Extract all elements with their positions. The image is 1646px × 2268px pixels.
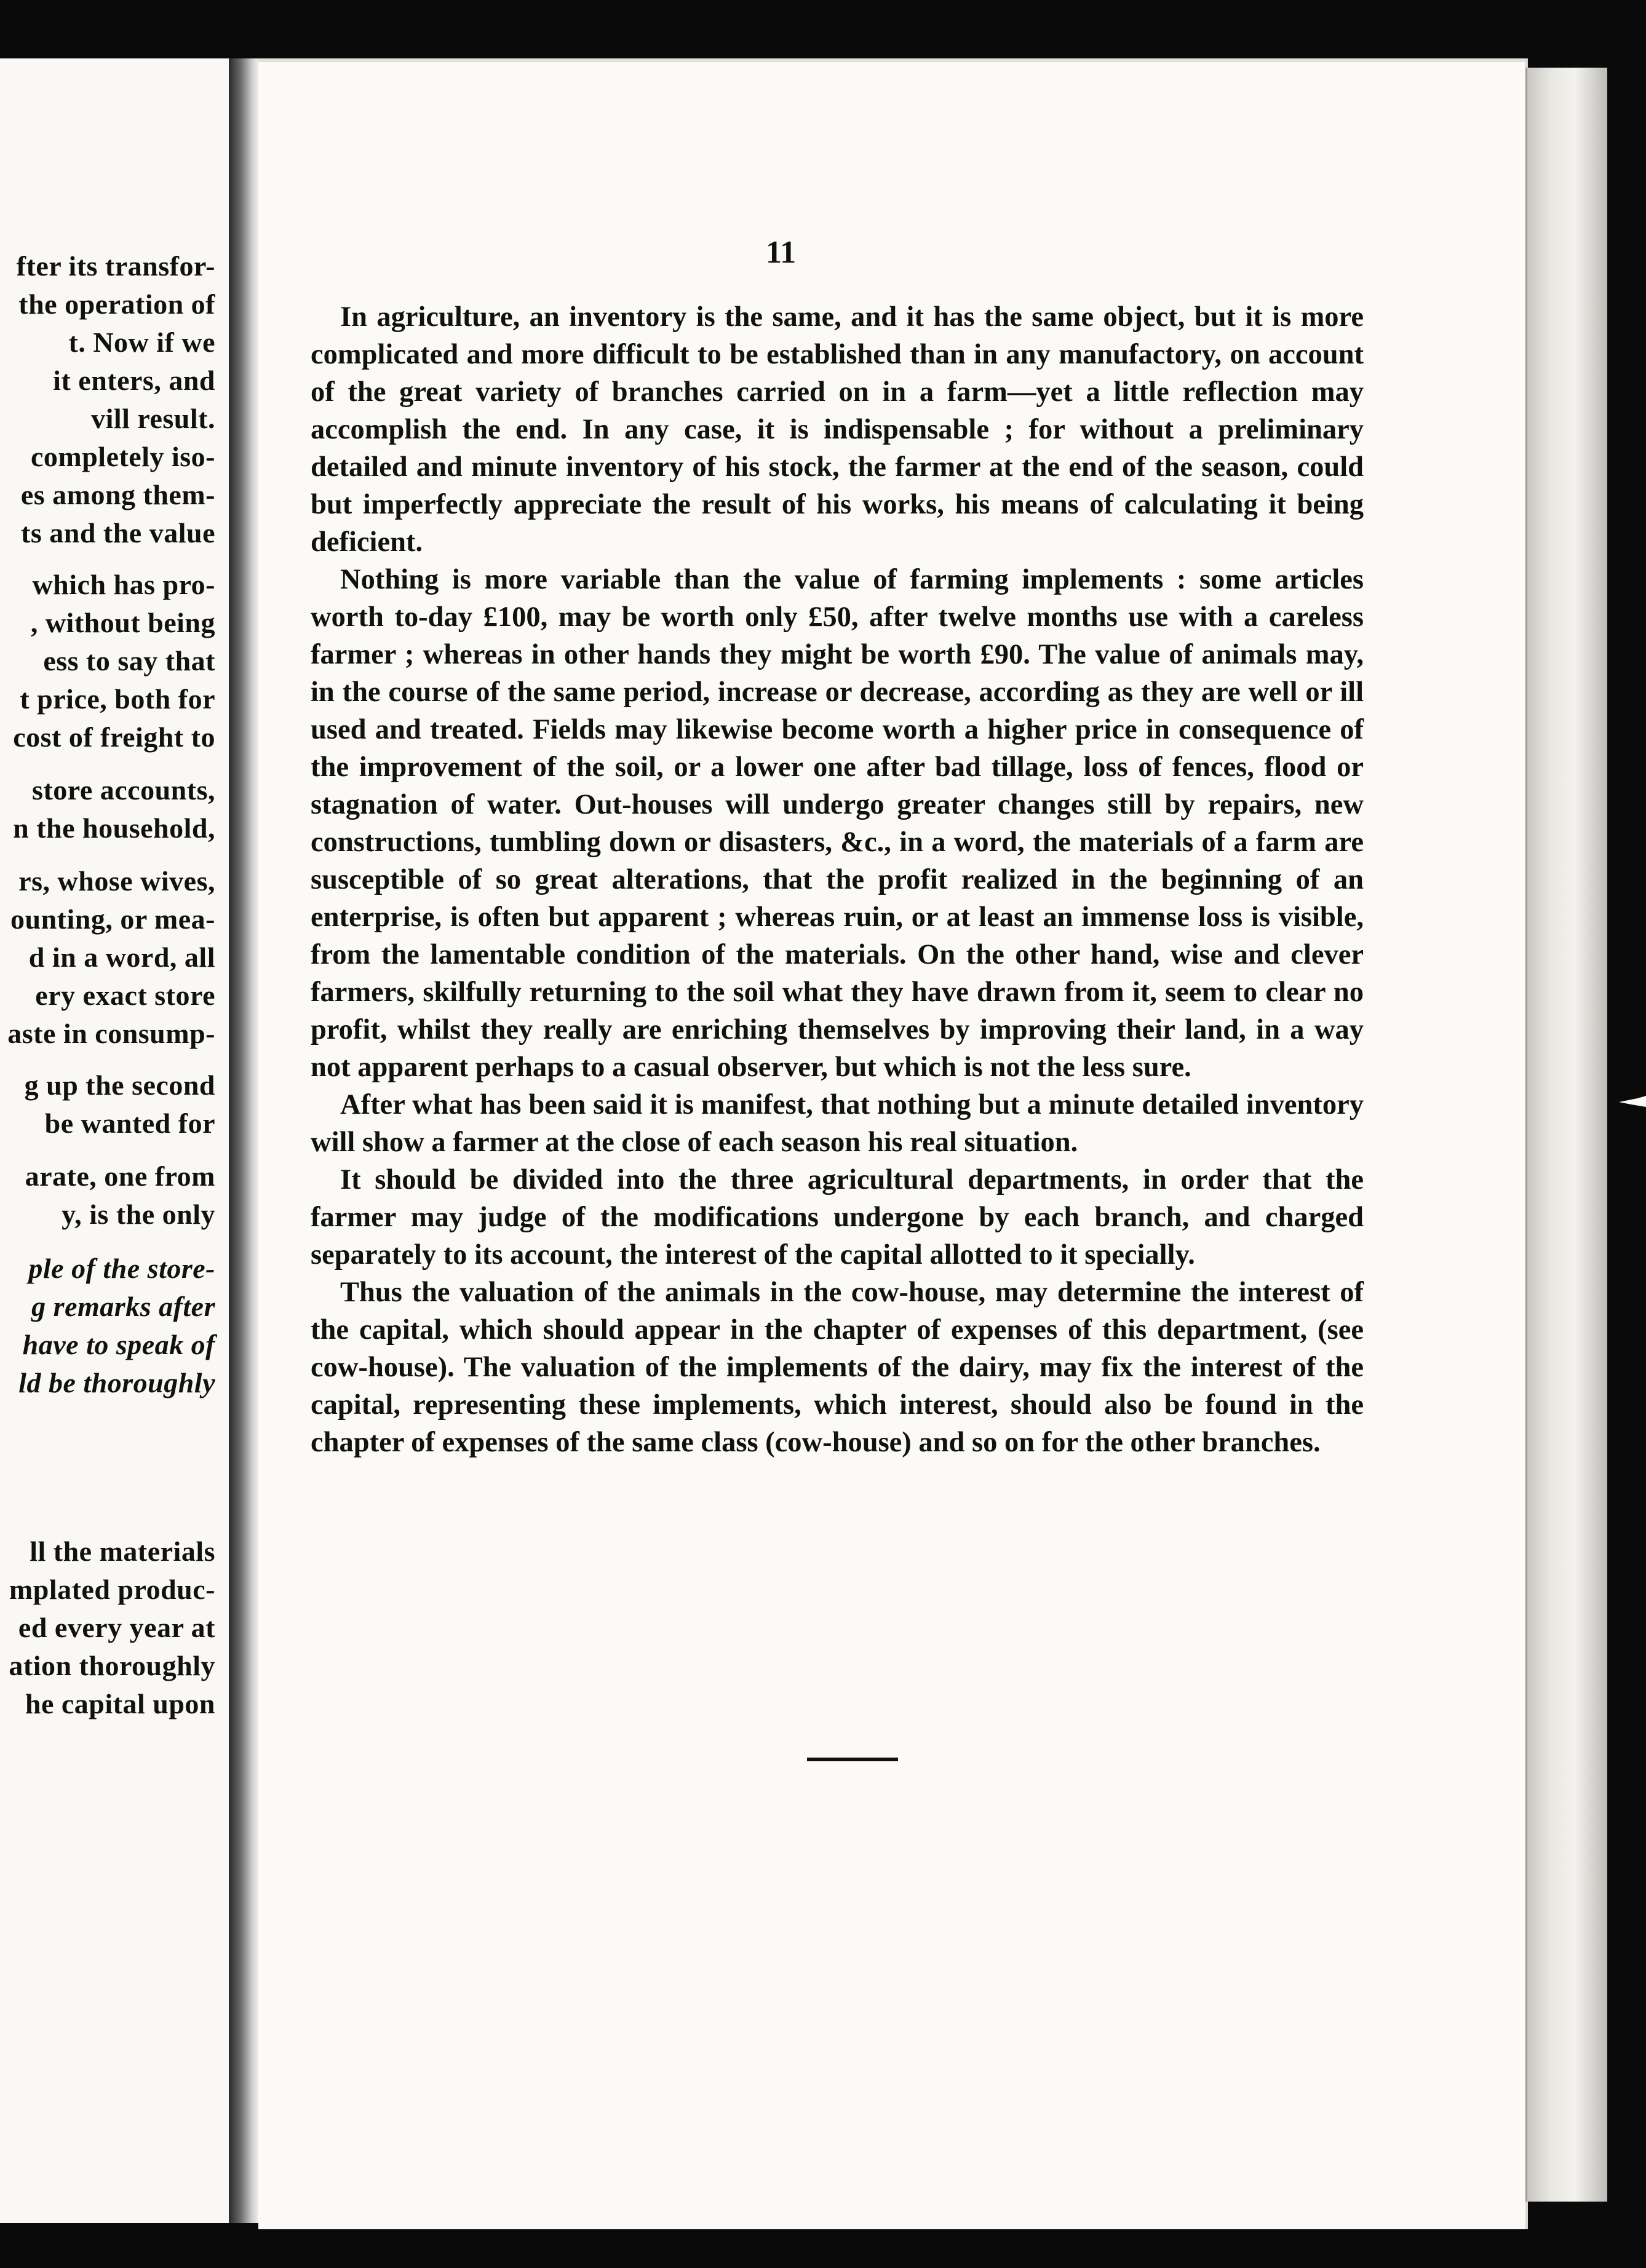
paragraph: It should be divided into the three agricultural departments, in order that the farmer may judge of the modifications undergone by each branch, and charged separately to its account, the interest of the capital allotted to it specially. <box>311 1164 1364 1271</box>
book-gutter <box>229 58 258 2223</box>
previous-page-line: he capital upon <box>25 1688 215 1719</box>
previous-page-line: t. Now if we <box>68 327 215 358</box>
previous-page-line: be wanted for <box>44 1108 215 1139</box>
previous-page-line: ple of the store- <box>28 1253 215 1284</box>
previous-page-line: ld be thoroughly <box>18 1367 215 1398</box>
previous-page-line: cost of freight to <box>13 721 215 753</box>
previous-page-line: ed every year at <box>18 1612 215 1643</box>
paragraph: Thus the valuation of the animals in the cow-house, may determine the interest of the capital, which should appear in the chapter of expenses of this department, (see cow-house). The valuation of the implements of the dairy, may fix the interest of the capital, representing these implements, which interest, should also be found in the chapter of expenses of the same class (cow-house) and so on for the other branches. <box>311 1277 1364 1458</box>
previous-page-line: arate, one from <box>25 1160 215 1192</box>
previous-page-line: store accounts, <box>32 774 215 806</box>
previous-page-line: ounting, or mea- <box>10 903 215 935</box>
previous-page-line: t price, both for <box>20 683 215 715</box>
previous-page-line: mplated produc- <box>9 1574 215 1605</box>
previous-page-line: which has pro- <box>32 569 215 600</box>
previous-page-line: it enters, and <box>53 365 215 396</box>
previous-page-fragment <box>0 58 229 2223</box>
section-end-rule <box>807 1758 898 1761</box>
previous-page-line: rs, whose wives, <box>18 865 215 897</box>
previous-page-line: ts and the value <box>21 517 215 549</box>
previous-page-line: vill result. <box>91 403 215 434</box>
previous-page-line: ery exact store <box>35 980 215 1011</box>
paragraph: Nothing is more variable than the value of farming implements : some articles worth to-day £100, may be worth only £50, after twelve months use with a careless farmer ; whereas in other hands they might be worth £90. The value of animals may, in the course of the same period, increase or decrease, according as they are well or ill used and treated. Fields may likewise become worth a higher price in consequence of the improvement of the soil, or a lower one after bad tillage, loss of fences, flood or stagnation of water. Out-houses will undergo greater changes still by repairs, new constructions, tumbling down or disasters, &c., in a word, the materials of a farm are susceptible of so great alterations, that the profit realized in the beginning of an enterprise, is often but apparent ; whereas ruin, or at least an immense loss is visible, from the lamentable condition of the materials. On the other hand, wise and clever farmers, skilfully returning to the soil what they have drawn from it, seem to clear no profit, whilst they really are enriching themselves by improving their land, in a way not apparent perhaps to a casual observer, but which is not the less sure. <box>311 564 1364 1083</box>
previous-page-line: , without being <box>30 607 215 638</box>
paragraph: In agriculture, an inventory is the same, and it has the same object, but it is more complicated and more difficult to be established than in any manufactory, on account of the great variety of branches carried on in a farm—yet a little reflection may accomplish the end. In any case, it is indispensable ; for without a preliminary detailed and minute inventory of his stock, the farmer at the end of the season, could but imperfectly appreciate the result of his works, his means of calculating it being deficient. <box>311 301 1364 558</box>
previous-page-line: aste in consump- <box>7 1018 215 1049</box>
previous-page-line: completely iso- <box>30 441 215 472</box>
previous-page-line: y, is the only <box>62 1199 215 1230</box>
previous-page-line: the operation of <box>18 288 215 320</box>
previous-page-line: ll the materials <box>30 1536 215 1567</box>
previous-page-line: have to speak of <box>22 1329 215 1360</box>
page-number: 11 <box>766 235 797 270</box>
previous-page-line: d in a word, all <box>28 942 215 973</box>
previous-page-line: g remarks after <box>31 1291 215 1322</box>
previous-page-line: ess to say that <box>43 645 215 676</box>
page-edge <box>1525 68 1607 2202</box>
previous-page-line: es among them- <box>20 479 215 510</box>
previous-page-line: ation thoroughly <box>9 1650 215 1681</box>
page-body <box>311 298 1364 1461</box>
scanner-mark-icon <box>1619 1095 1646 1107</box>
paragraph: After what has been said it is manifest, that nothing but a minute detailed inventory will show a farmer at the close of each season his real situation. <box>311 1089 1364 1158</box>
previous-page-line: fter its transfor- <box>16 250 215 282</box>
previous-page-line: g up the second <box>24 1069 215 1101</box>
previous-page-line: n the household, <box>13 812 215 844</box>
